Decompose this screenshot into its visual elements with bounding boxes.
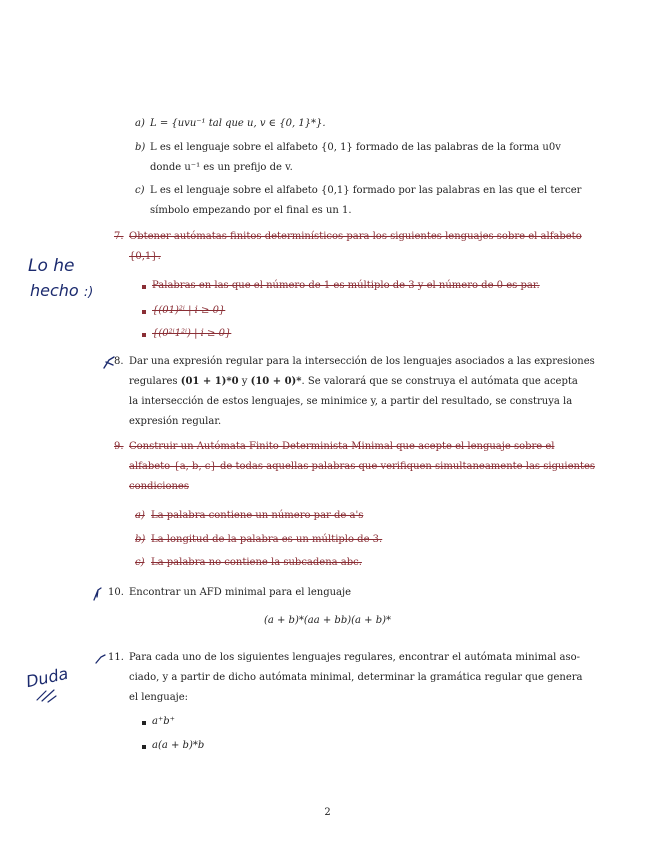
item-c-line2: símbolo empezando por el final es un 1.: [150, 205, 352, 216]
q7-bullet-3: [142, 333, 146, 337]
q9-sub-b-text: La longitud de la palabra es un múltiplo de 3.: [151, 534, 383, 545]
q9-sub-c-label: c): [135, 557, 145, 568]
q9-sub-b-label: b): [135, 534, 146, 545]
handwritten-hecho-word: hecho: [30, 281, 79, 300]
q8-line4: expresión regular.: [129, 416, 222, 427]
q7-line1: Obtener autómatas finitos determinísticos para los siguientes lenguajes sobre el alfabeto: [129, 231, 582, 242]
item-b-line2: donde u⁻¹ es un prefijo de v.: [150, 162, 293, 173]
item-a-label: a): [135, 118, 145, 129]
q7-bullet-3-text: {(0²ⁱ1²ⁱ) | i ≥ 0}: [152, 328, 232, 339]
handwritten-hecho-face: :): [83, 285, 94, 300]
q7-bullet-1: [142, 285, 146, 289]
pen-flourish-under-duda: [34, 686, 60, 704]
q7-number: 7.: [114, 231, 124, 242]
pen-check-mark-q8: [102, 356, 116, 370]
q8-expr1: (01 + 1)*0: [180, 376, 239, 387]
q10-formula: (a + b)*(aa + bb)(a + b)*: [263, 615, 392, 626]
pen-check-mark-q10: [92, 587, 104, 601]
q7-line2: {0,1}.: [129, 251, 161, 262]
handwritten-lo-he: Lo he: [28, 256, 75, 276]
q8-number: 8.: [114, 356, 124, 367]
q9-line3: condiciones: [129, 481, 189, 492]
q11-line3: el lenguaje:: [129, 692, 189, 703]
q10-number: 10.: [108, 587, 124, 598]
q9-sub-c-text: La palabra no contiene la subcadena abc.: [151, 557, 362, 568]
item-b-line1: L es el lenguaje sobre el alfabeto {0, 1} formado de las palabras de la forma u0v: [150, 142, 561, 153]
q7-bullet-2-text: {(01)²ⁱ | i ≥ 0}: [152, 305, 226, 316]
handwritten-hecho: [30, 283, 93, 299]
q11-bullet-1-text: a⁺b⁺: [152, 716, 175, 727]
q8-line1: Dar una expresión regular para la intersección de los lenguajes asociados a las expresiones: [129, 356, 595, 367]
q11-line2: ciado, y a partir de dicho autómata minimal, determinar la gramática regular que genera: [129, 672, 583, 683]
q8-line2-post: . Se valorará que se construya el autómata que acepta: [301, 376, 578, 387]
q9-number: 9.: [114, 441, 124, 452]
q11-line1: Para cada uno de los siguientes lenguajes regulares, encontrar el autómata minimal aso-: [129, 652, 581, 663]
item-b-label: b): [135, 142, 146, 153]
pen-check-mark-q11: [95, 654, 107, 664]
handwritten-duda: Duda: [24, 663, 70, 692]
q11-bullet-1: [142, 721, 146, 725]
q11-number: 11.: [108, 652, 124, 663]
q9-sub-a-text: La palabra contiene un número par de a's: [151, 510, 364, 521]
q8-line3: la intersección de estos lenguajes, se minimice y, a partir del resultado, se construya la: [129, 396, 573, 407]
page-number: 2: [324, 807, 331, 818]
item-c-label: c): [135, 185, 145, 196]
q7-bullet-1-text: Palabras en las que el número de 1 es múltiplo de 3 y el número de 0 es par.: [152, 280, 540, 291]
q8-line2-pre: regulares: [129, 376, 181, 387]
q11-bullet-2: [142, 745, 146, 749]
q8-line2: [129, 377, 578, 387]
q9-sub-a-label: a): [135, 510, 145, 521]
q10-text: Encontrar un AFD minimal para el lenguaje: [129, 587, 352, 598]
q7-bullet-2: [142, 310, 146, 314]
item-a-text: L = {uvu⁻¹ tal que u, v ∈ {0, 1}*}.: [150, 118, 326, 129]
q8-line2-mid: y: [238, 376, 251, 387]
q8-expr2: (10 + 0)*: [250, 376, 302, 387]
item-c-line1: L es el lenguaje sobre el alfabeto {0,1} formado por las palabras en las que el tercer: [150, 185, 582, 196]
q11-bullet-2-text: a(a + b)*b: [152, 740, 205, 751]
q9-line2: alfabeto {a, b, c} de todas aquellas palabras que verifiquen simultaneamente las siguientes: [129, 461, 596, 472]
q9-line1: Construir un Autómata Finito Determinista Minimal que acepte el lenguaje sobre el: [129, 441, 555, 452]
